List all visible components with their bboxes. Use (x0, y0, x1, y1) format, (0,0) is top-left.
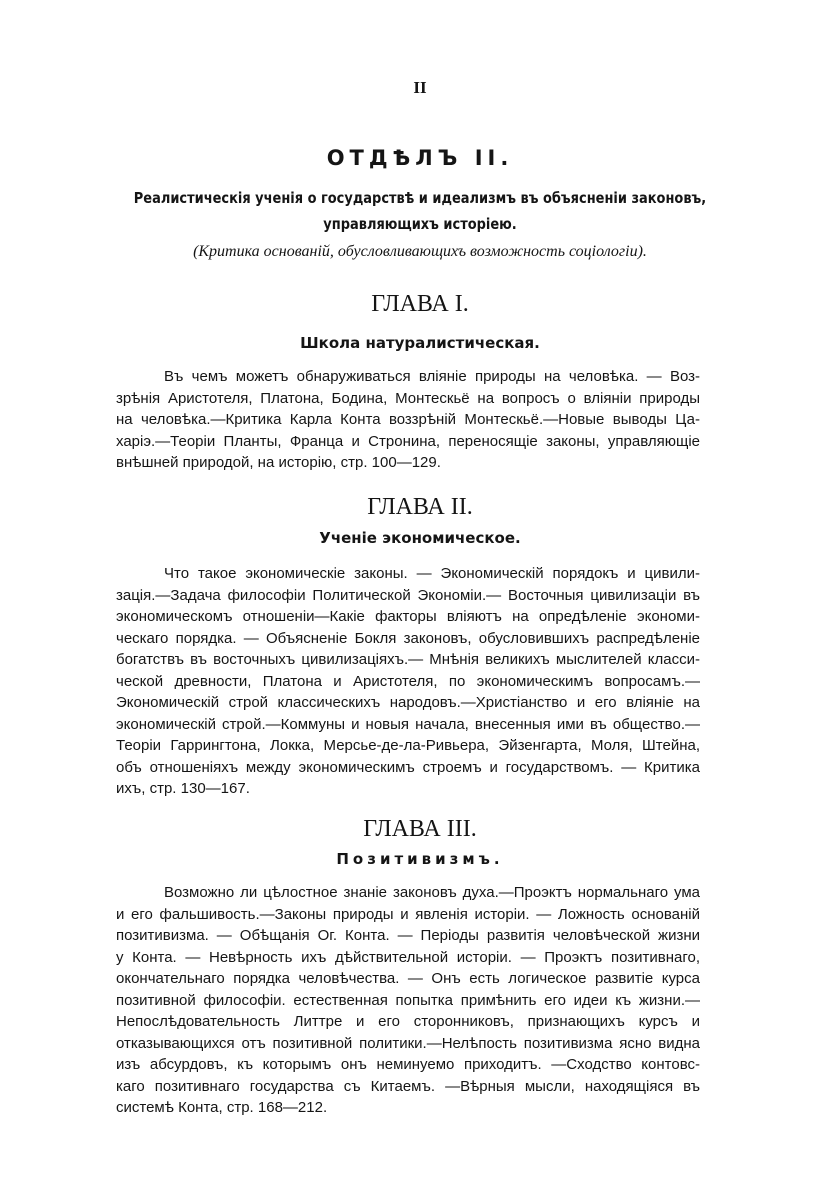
summary-line: на человѣка.—Критика Карла Конта воззрѣній Монтескьё.—Новые выводы Ца- (116, 411, 700, 428)
summary-line: зація.—Задача философіи Политической Экономіи.— Восточныя цивилизаціи въ (116, 586, 700, 604)
chapter-3-subtitle: Позитивизмъ. (336, 850, 504, 868)
summary-line: экономическомъ отношеніи—Какіе факторы вліяютъ на опредѣленіе экономи- (116, 608, 700, 625)
summary-line: ческой древности, Платона и Аристотеля, по экономическимъ вопросамъ.— (116, 672, 700, 690)
summary-line: Теоріи Гаррингтона, Локка, Мерсье-де-ла-Ривьера, Эйзенгарта, Моля, Штейна, (116, 737, 700, 754)
summary-line: богатствъ въ восточныхъ цивилизаціяхъ.— Мнѣнія великихъ мыслителей класси- (116, 651, 700, 668)
summary-line: Непослѣдовательность Литтре и его сторонниковъ, признающихъ курсъ и (116, 1013, 700, 1030)
section-title: ОТДѢЛЪ II. (326, 146, 514, 170)
summary-line: каго позитивнаго государства съ Китаемъ. —Вѣрныя мысли, находящіяся въ (116, 1077, 700, 1095)
chapter-2-summary (116, 563, 700, 800)
summary-line: позитивной философіи. естественная попытка примѣнить его идеи къ жизни.— (116, 991, 700, 1009)
summary-line: окончательнаго порядка человѣчества. — Онъ есть логическое развитіе курса (116, 970, 700, 987)
summary-line: и его фальшивость.—Законы природы и явленія исторіи. — Ложность основаній (116, 905, 700, 923)
summary-line: изъ абсурдовъ, къ которымъ онъ неминуемо приходитъ. —Сходство контовс- (116, 1056, 700, 1073)
chapter-2-title: ГЛАВА II. (367, 494, 473, 520)
chapter-1-subtitle: Школа натуралистическая. (300, 334, 540, 352)
section-subtitle (122, 185, 717, 237)
summary-line: ческаго порядка. — Объясненіе Бокля законовъ, обусловившихъ распредѣленіе (116, 629, 700, 647)
summary-line: Возможно ли цѣлостное знаніе законовъ духа.—Проэктъ нормальнаго ума (164, 884, 700, 901)
summary-line: системѣ Конта, стр. 168—212. (116, 1099, 328, 1116)
section-subtitle-line-2: управляющихъ исторіею. (323, 215, 517, 233)
section-critique-note: (Критика основаній, обусловливающихъ возможность соціологіи). (193, 243, 647, 260)
summary-line: Экономическій строй классическихъ народовъ.—Христіанство и его вліяніе на (116, 694, 700, 711)
summary-line: объ отношеніяхъ между экономическимъ строемъ и государствомъ. — Критика (116, 758, 700, 776)
chapter-3-title: ГЛАВА III. (363, 816, 477, 842)
summary-line: позитивизма. — Обѣщанія Ог. Конта. — Періоды развитія человѣческой жизни (116, 927, 700, 944)
summary-line: ихъ, стр. 130—167. (116, 780, 250, 797)
chapter-2-subtitle: Ученіе экономическое. (319, 529, 521, 547)
chapter-1-summary (116, 366, 700, 474)
summary-line: отказывающихся отъ позитивной политики.—Нелѣпость позитивизма ясно видна (116, 1034, 700, 1052)
summary-line: Въ чемъ можетъ обнаруживаться вліяніе природы на человѣка. — Воз- (164, 368, 700, 385)
summary-line: харіэ.—Теоріи Планты, Франца и Стронина, переносящіе законы, управляющіе (116, 432, 700, 450)
chapter-1-title: ГЛАВА I. (371, 291, 469, 317)
section-subtitle-line-1: Реалистическія ученія о государствѣ и идеализмъ въ объясненіи законовъ, (133, 189, 707, 207)
page-number: II (413, 78, 427, 97)
chapter-3-summary (116, 882, 700, 1119)
summary-line: зрѣнія Аристотеля, Платона, Бодина, Монтескьё на вопросъ о вліяніи природы (116, 389, 700, 407)
summary-line: внѣшней природой, на исторію, стр. 100—129. (116, 454, 441, 471)
summary-line: экономическій строй.—Коммуны и новыя начала, внесенныя ими въ общество.— (116, 715, 700, 733)
summary-line: у Конта. — Невѣрность ихъ дѣйствительной исторіи. — Проэктъ позитивнаго, (116, 948, 700, 966)
summary-line: Что такое экономическіе законы. — Экономическій порядокъ и цивили- (164, 565, 700, 582)
